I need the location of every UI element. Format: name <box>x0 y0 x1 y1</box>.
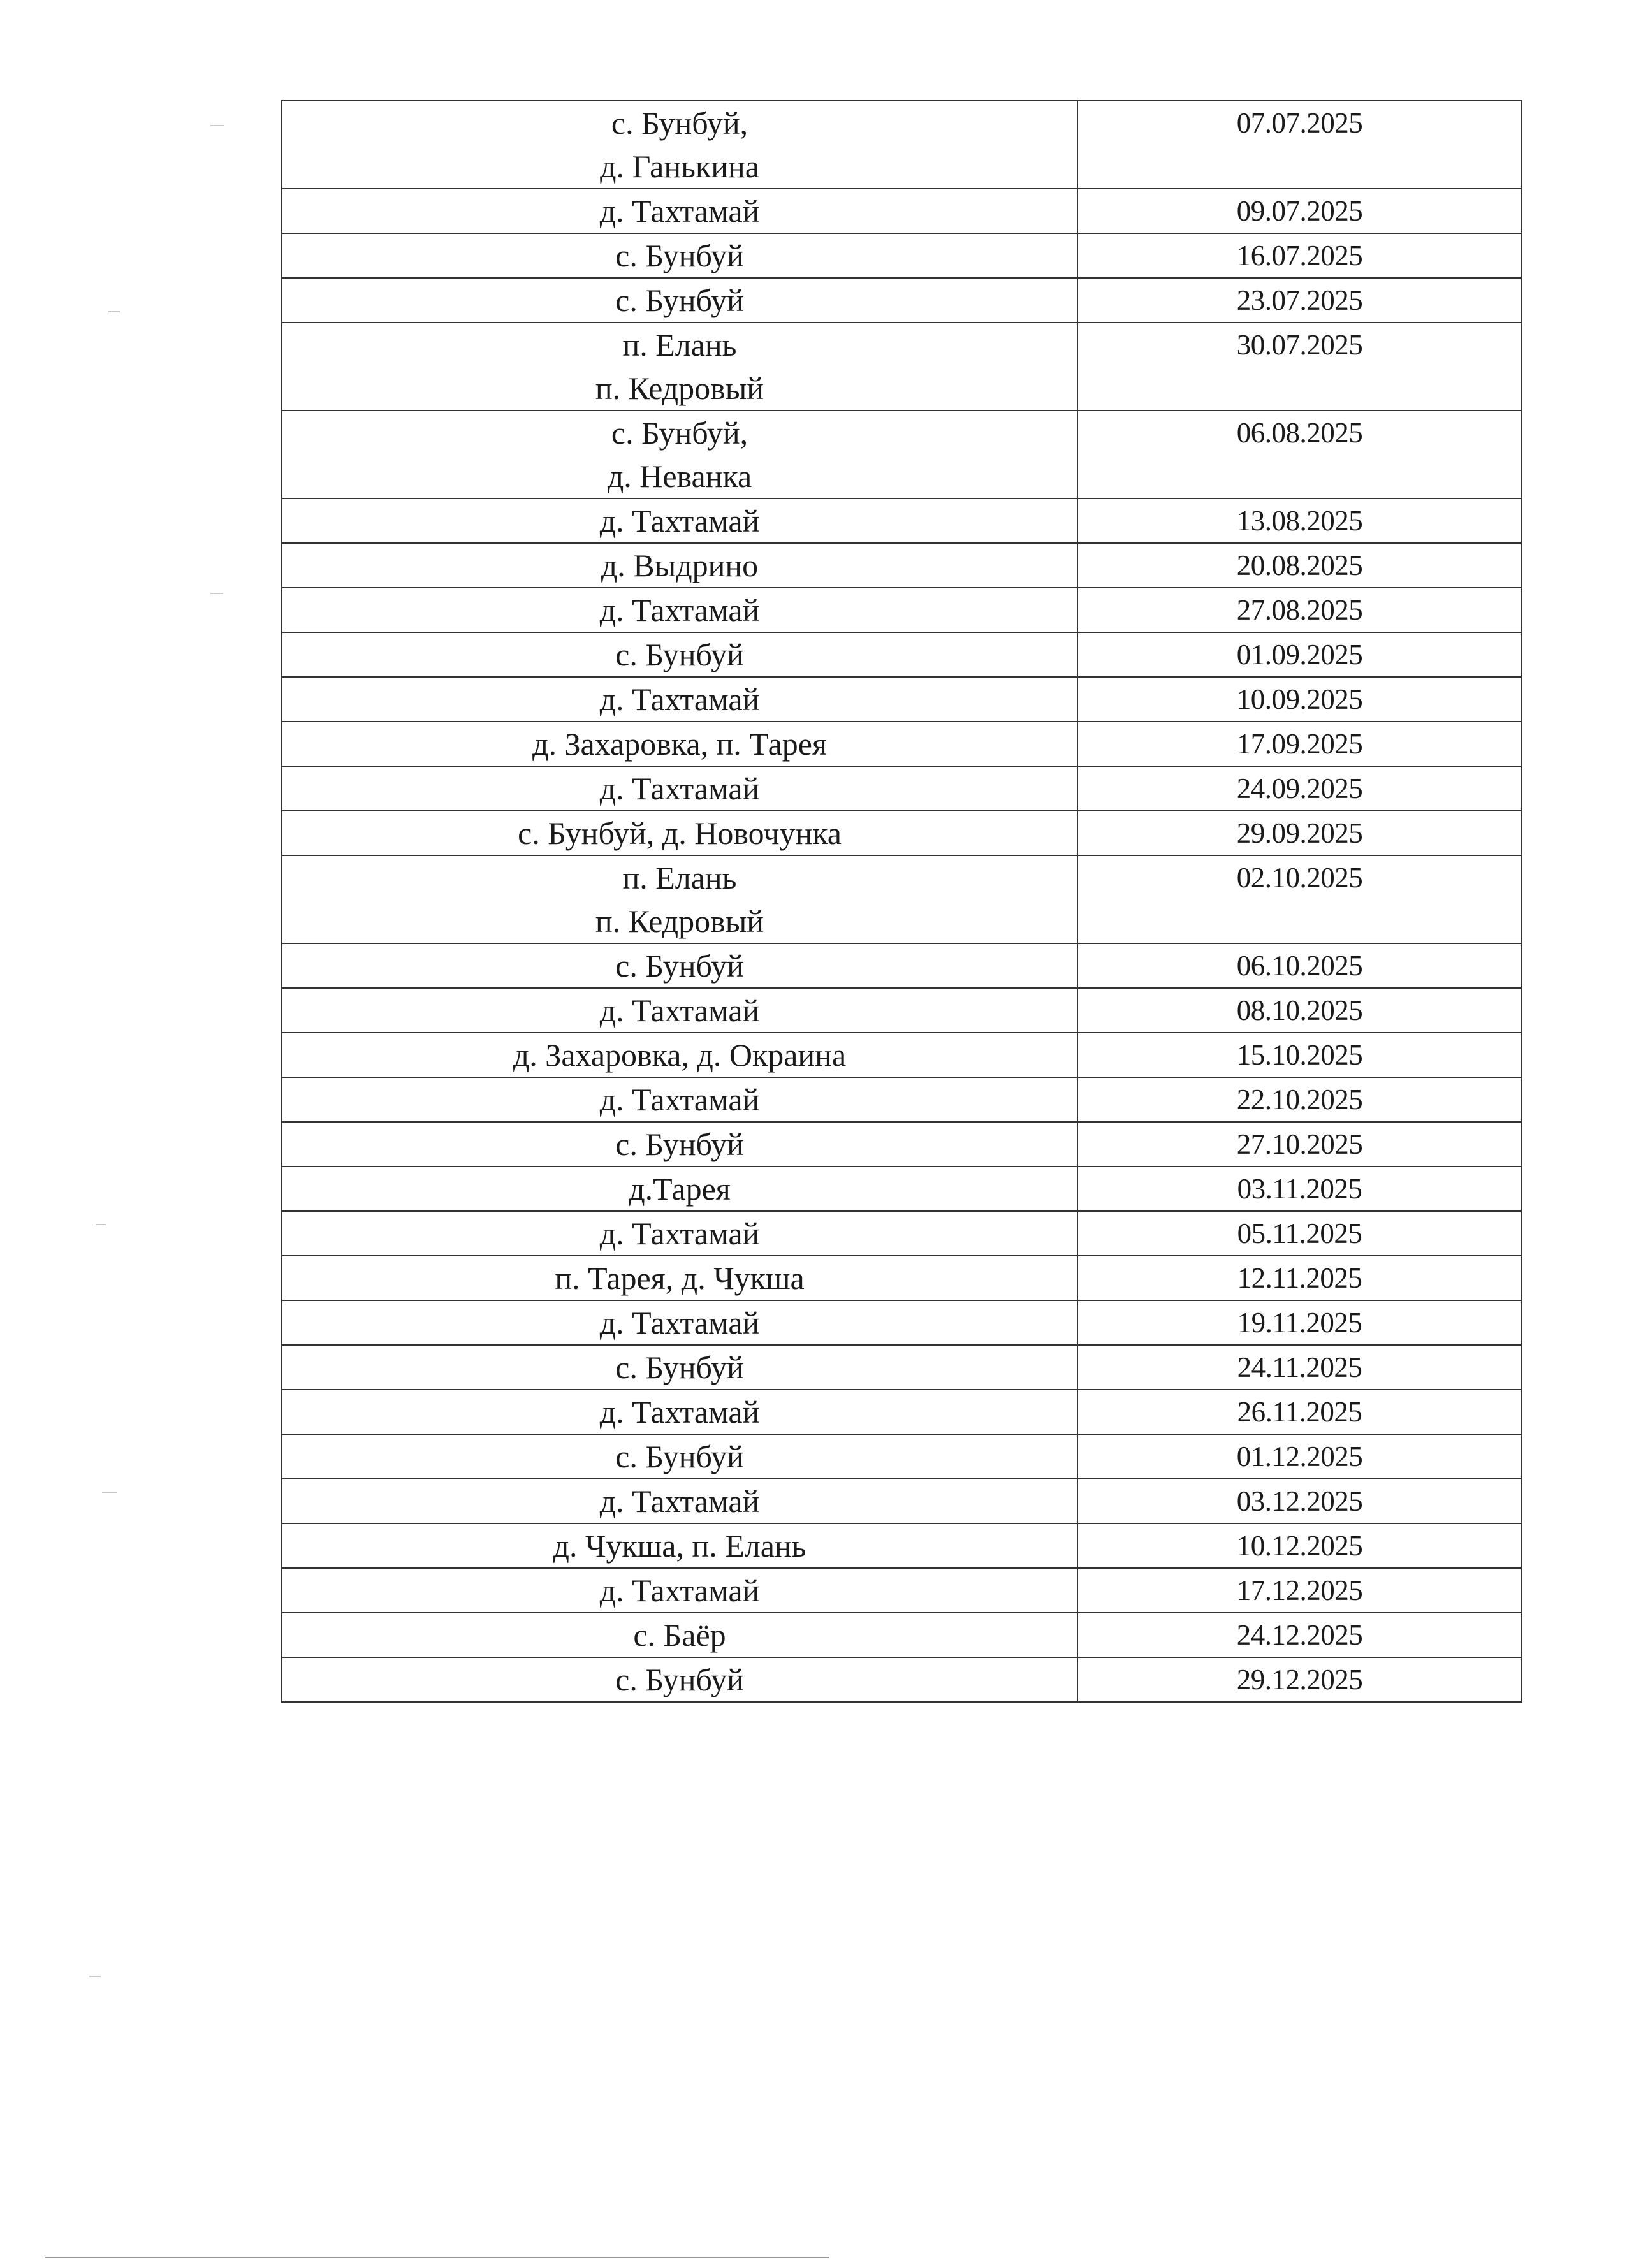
place-cell <box>282 855 1077 943</box>
place-cell <box>282 677 1077 722</box>
place-name: с. Бунбуй <box>615 637 744 672</box>
date-cell: 26.11.2025 <box>1077 1390 1522 1434</box>
table-row <box>282 988 1522 1033</box>
place-name: п. Елань <box>622 327 737 363</box>
table-row <box>282 1167 1522 1211</box>
place-cell <box>282 811 1077 855</box>
table-row <box>282 855 1522 943</box>
schedule-table <box>281 100 1522 1703</box>
place-name: д. Тахтамай <box>599 503 760 539</box>
date-cell: 09.07.2025 <box>1077 189 1522 233</box>
place-name: п. Кедровый <box>595 370 764 406</box>
place-cell <box>282 1657 1077 1702</box>
date-cell: 30.07.2025 <box>1077 323 1522 411</box>
place-name: д. Тахтамай <box>599 681 760 717</box>
table-row <box>282 1211 1522 1256</box>
place-cell <box>282 1568 1077 1613</box>
place-cell <box>282 1390 1077 1434</box>
table-row <box>282 722 1522 766</box>
table-row <box>282 543 1522 588</box>
date-cell: 03.11.2025 <box>1077 1167 1522 1211</box>
date-cell: 24.09.2025 <box>1077 766 1522 811</box>
table-row <box>282 1033 1522 1077</box>
place-name: д. Тахтамай <box>599 1483 760 1519</box>
table-row <box>282 1256 1522 1300</box>
scan-speck <box>89 1976 101 1977</box>
place-cell <box>282 722 1077 766</box>
place-name: д. Ганькина <box>600 149 759 184</box>
table-row <box>282 101 1522 189</box>
place-name: с. Бунбуй <box>615 282 744 318</box>
date-cell: 12.11.2025 <box>1077 1256 1522 1300</box>
place-cell <box>282 278 1077 323</box>
date-cell: 24.12.2025 <box>1077 1613 1522 1657</box>
table-row <box>282 278 1522 323</box>
place-cell <box>282 988 1077 1033</box>
place-cell <box>282 1345 1077 1390</box>
place-name: п. Елань <box>622 860 737 896</box>
date-cell: 20.08.2025 <box>1077 543 1522 588</box>
place-name: п. Кедровый <box>595 903 764 939</box>
place-cell <box>282 498 1077 543</box>
date-cell: 22.10.2025 <box>1077 1077 1522 1122</box>
place-cell <box>282 101 1077 189</box>
place-name: д. Неванка <box>607 458 752 494</box>
table-row <box>282 233 1522 278</box>
table-row <box>282 323 1522 411</box>
place-name: д. Чукша, п. Елань <box>553 1528 806 1564</box>
place-cell <box>282 1211 1077 1256</box>
table-row <box>282 811 1522 855</box>
place-cell <box>282 233 1077 278</box>
place-cell <box>282 1300 1077 1345</box>
table-row <box>282 1523 1522 1568</box>
place-name: с. Бунбуй, д. Новочунка <box>518 815 842 851</box>
place-cell <box>282 543 1077 588</box>
place-name: д. Тахтамай <box>599 1305 760 1341</box>
place-name: с. Бунбуй <box>615 948 744 984</box>
place-name: д. Захаровка, п. Тарея <box>532 726 827 762</box>
date-cell: 23.07.2025 <box>1077 278 1522 323</box>
place-name: д.Тарея <box>629 1171 731 1207</box>
place-name: с. Бунбуй <box>615 1349 744 1385</box>
place-cell <box>282 1077 1077 1122</box>
date-cell: 01.09.2025 <box>1077 632 1522 677</box>
place-cell <box>282 1523 1077 1568</box>
date-cell: 10.09.2025 <box>1077 677 1522 722</box>
date-cell: 24.11.2025 <box>1077 1345 1522 1390</box>
table-row <box>282 1077 1522 1122</box>
table-row <box>282 766 1522 811</box>
place-cell <box>282 588 1077 632</box>
date-cell: 08.10.2025 <box>1077 988 1522 1033</box>
place-cell <box>282 1033 1077 1077</box>
place-cell <box>282 1256 1077 1300</box>
place-cell <box>282 943 1077 988</box>
place-name: с. Бунбуй <box>615 1439 744 1474</box>
table-row <box>282 677 1522 722</box>
place-name: д. Выдрино <box>601 548 759 583</box>
table-row <box>282 1345 1522 1390</box>
table-row <box>282 498 1522 543</box>
place-name: с. Бунбуй <box>615 1126 744 1162</box>
place-cell <box>282 632 1077 677</box>
schedule-body <box>282 101 1522 1702</box>
scan-speck <box>96 1224 106 1225</box>
date-cell: 29.09.2025 <box>1077 811 1522 855</box>
place-name: п. Тарея, д. Чукша <box>555 1260 805 1296</box>
scan-edge-line <box>45 2257 829 2258</box>
date-cell: 15.10.2025 <box>1077 1033 1522 1077</box>
date-cell: 16.07.2025 <box>1077 233 1522 278</box>
table-row <box>282 1122 1522 1167</box>
table-row <box>282 1479 1522 1523</box>
place-name: д. Тахтамай <box>599 992 760 1028</box>
place-name: д. Захаровка, д. Окраина <box>513 1037 847 1073</box>
place-cell <box>282 1122 1077 1167</box>
scan-speck <box>210 125 224 126</box>
date-cell: 17.12.2025 <box>1077 1568 1522 1613</box>
table-row <box>282 588 1522 632</box>
place-name: д. Тахтамай <box>599 1573 760 1608</box>
place-cell <box>282 1167 1077 1211</box>
date-cell: 13.08.2025 <box>1077 498 1522 543</box>
date-cell: 05.11.2025 <box>1077 1211 1522 1256</box>
date-cell: 17.09.2025 <box>1077 722 1522 766</box>
place-name: д. Тахтамай <box>599 592 760 628</box>
table-row <box>282 1390 1522 1434</box>
place-name: д. Тахтамай <box>599 193 760 229</box>
place-name: с. Баёр <box>633 1617 726 1653</box>
date-cell: 27.08.2025 <box>1077 588 1522 632</box>
place-name: с. Бунбуй, <box>611 415 748 451</box>
table-row <box>282 1568 1522 1613</box>
date-cell: 03.12.2025 <box>1077 1479 1522 1523</box>
table-row <box>282 189 1522 233</box>
table-row <box>282 632 1522 677</box>
place-name: с. Бунбуй, <box>611 105 748 141</box>
place-cell <box>282 323 1077 411</box>
date-cell: 07.07.2025 <box>1077 101 1522 189</box>
place-name: д. Тахтамай <box>599 1394 760 1430</box>
place-cell <box>282 1434 1077 1479</box>
place-cell <box>282 1613 1077 1657</box>
scan-speck <box>108 311 120 312</box>
place-cell <box>282 189 1077 233</box>
date-cell: 06.08.2025 <box>1077 411 1522 498</box>
date-cell: 19.11.2025 <box>1077 1300 1522 1345</box>
date-cell: 10.12.2025 <box>1077 1523 1522 1568</box>
place-name: с. Бунбуй <box>615 1662 744 1697</box>
table-row <box>282 1300 1522 1345</box>
place-name: д. Тахтамай <box>599 771 760 806</box>
table-row <box>282 1434 1522 1479</box>
date-cell: 27.10.2025 <box>1077 1122 1522 1167</box>
date-cell: 01.12.2025 <box>1077 1434 1522 1479</box>
date-cell: 29.12.2025 <box>1077 1657 1522 1702</box>
scan-speck <box>210 593 223 594</box>
table-row <box>282 411 1522 498</box>
date-cell: 02.10.2025 <box>1077 855 1522 943</box>
place-cell <box>282 1479 1077 1523</box>
table-row <box>282 1657 1522 1702</box>
place-name: с. Бунбуй <box>615 238 744 273</box>
table-row <box>282 1613 1522 1657</box>
scan-speck <box>102 1492 117 1493</box>
table-row <box>282 943 1522 988</box>
date-cell: 06.10.2025 <box>1077 943 1522 988</box>
place-name: д. Тахтамай <box>599 1082 760 1117</box>
place-name: д. Тахтамай <box>599 1216 760 1251</box>
place-cell <box>282 766 1077 811</box>
place-cell <box>282 411 1077 498</box>
